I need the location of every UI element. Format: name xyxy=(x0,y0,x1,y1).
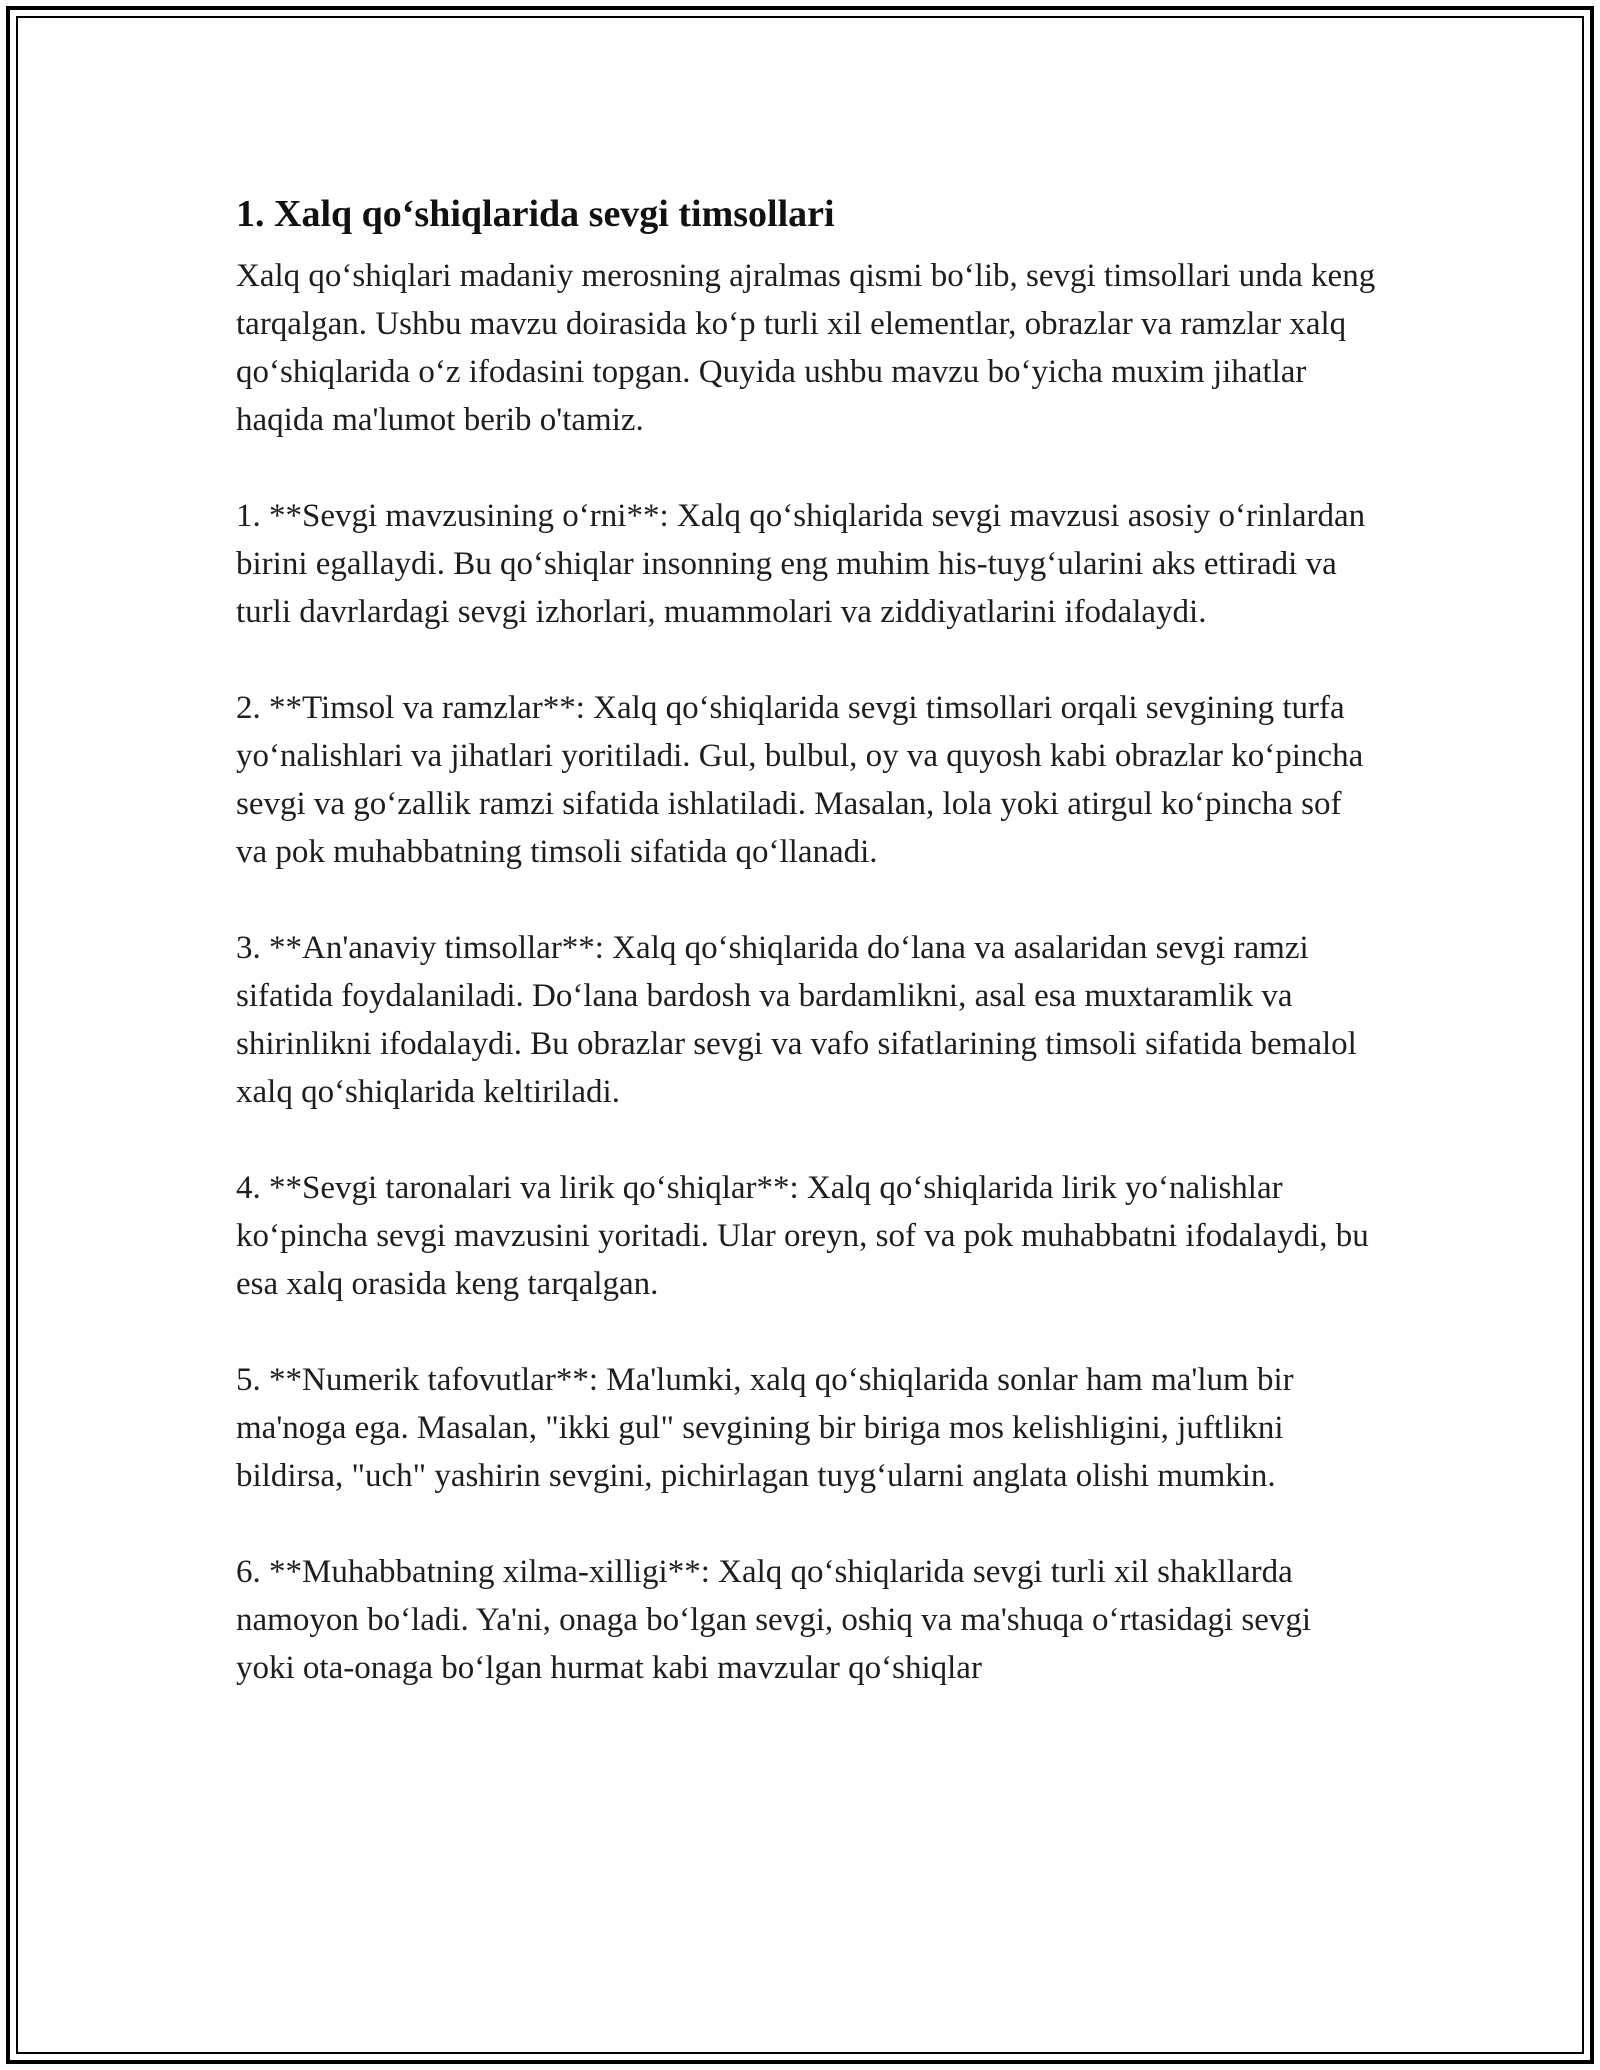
list-item: 1. **Sevgi mavzusining o‘rni**: Xalq qo‘shiqlarida sevgi mavzusi asosiy o‘rinlardan birini egallaydi. Bu qo‘shiqlar insonning eng muhim his-tuyg‘ularini aks ettiradi va turli davrlardagi sevgi izhorlari, muammolari va ziddiyatlarini ifodalaydi. xyxy=(236,498,1366,630)
document-body xyxy=(236,188,1376,1740)
list-item: 6. **Muhabbatning xilma-xilligi**: Xalq qo‘shiqlarida sevgi turli xil shakllarda namoyon bo‘ladi. Ya'ni, onaga bo‘lgan sevgi, oshiq va ma'shuqa o‘rtasidagi sevgi yoki ota-onaga bo‘lgan hurmat kabi mavzular qo‘shiqlar xyxy=(236,1554,1312,1686)
intro-paragraph: Xalq qo‘shiqlari madaniy merosning ajralmas qismi bo‘lib, sevgi timsollari unda keng tarqalgan. Ushbu mavzu doirasida ko‘p turli xil elementlar, obrazlar va ramzlar xalq qo‘shiqlarida o‘z ifodasini topgan. Quyida ushbu mavzu bo‘yicha muxim jihatlar haqida ma'lumot berib o'tamiz. xyxy=(236,258,1376,438)
list-item: 4. **Sevgi taronalari va lirik qo‘shiqlar**: Xalq qo‘shiqlarida lirik yo‘nalishlar ko‘pincha sevgi mavzusini yoritadi. Ular oreyn, sof va pok muhabbatni ifodalaydi, bu esa xalq orasida keng tarqalgan. xyxy=(236,1170,1369,1302)
list-item: 2. **Timsol va ramzlar**: Xalq qo‘shiqlarida sevgi timsollari orqali sevgining turfa yo‘nalishlari va jihatlari yoritiladi. Gul, bulbul, oy va quyosh kabi obrazlar ko‘pincha sevgi va go‘zallik ramzi sifatida ishlatiladi. Masalan, lola yoki atirgul ko‘pincha sof va pok muhabbatning timsoli sifatida qo‘llanadi. xyxy=(236,690,1364,870)
list-item: 3. **An'anaviy timsollar**: Xalq qo‘shiqlarida do‘lana va asalaridan sevgi ramzi sifatida foydalaniladi. Do‘lana bardosh va bardamlikni, asal esa muxtaramlik va shirinlikni ifodalaydi. Bu obrazlar sevgi va vafo sifatlarining timsoli sifatida bemalol xalq qo‘shiqlarida keltiriladi. xyxy=(236,930,1357,1110)
section-heading: 1. Xalq qo‘shiqlarida sevgi timsollari xyxy=(236,193,835,235)
list-item: 5. **Numerik tafovutlar**: Ma'lumki, xalq qo‘shiqlarida sonlar ham ma'lum bir ma'noga ega. Masalan, "ikki gul" sevgining bir biriga mos kelishligini, juftlikni bildirsa, "uch" yashirin sevgini, pichirlagan tuyg‘ularni anglata olishi mumkin. xyxy=(236,1362,1294,1494)
